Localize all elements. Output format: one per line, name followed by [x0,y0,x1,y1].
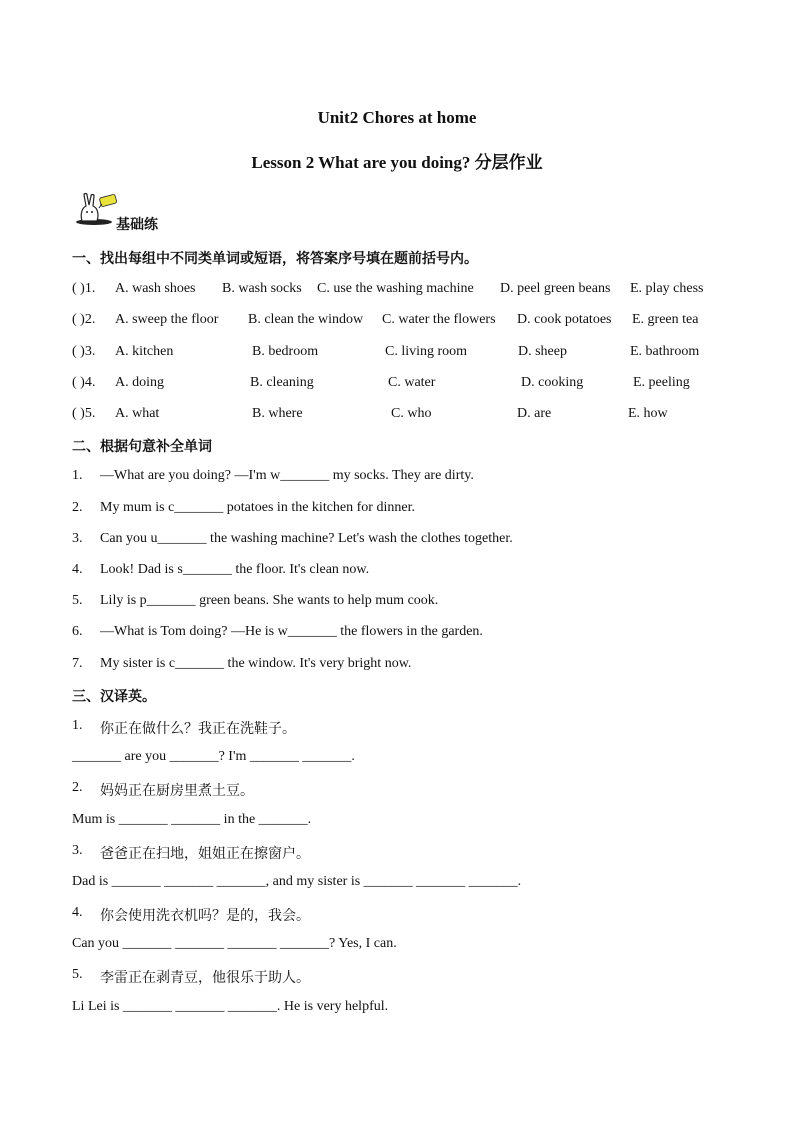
item-number: 3. [72,843,83,858]
item-number: 4. [72,905,83,920]
fill-in-sentence: —What is Tom doing? —He is w_______ the flowers in the garden. [100,624,483,639]
fill-in-sentence: My sister is c_______ the window. It's very bright now. [100,656,412,671]
choice-b: B. bedroom [252,344,319,359]
item-number: 5. [72,593,83,608]
choice-e: E. how [628,406,668,421]
choice-prefix: ( )4. [72,375,96,390]
translation-blank-line: Dad is _______ _______ _______, and my sister is _______ _______ _______. [72,874,522,889]
choice-e: E. bathroom [630,344,700,359]
choice-b: B. clean the window [248,312,364,327]
chinese-sentence: 爸爸正在扫地，姐姐正在擦窗户。 [100,846,310,862]
choice-b: B. wash socks [222,281,302,296]
choice-prefix: ( )5. [72,406,96,421]
choice-a: A. wash shoes [115,281,196,296]
item-number: 6. [72,624,83,639]
unit-title: Unit2 Chores at home [317,108,477,127]
item-number: 1. [72,468,83,483]
choice-c: C. living room [385,344,468,359]
choice-d: D. cook potatoes [517,312,612,327]
item-number: 1. [72,718,83,733]
section1-heading: 一、找出每组中不同类单词或短语，将答案序号填在题前括号内。 [72,251,478,267]
chinese-sentence: 妈妈正在厨房里煮土豆。 [100,783,254,799]
section2-heading: 二、根据句意补全单词 [72,439,212,455]
choice-d: D. are [517,406,552,421]
section-badge-label: 基础练 [116,217,158,233]
choice-a: A. kitchen [115,344,174,359]
fill-in-sentence: —What are you doing? —I'm w_______ my socks. They are dirty. [100,468,474,483]
item-number: 4. [72,562,83,577]
translation-blank-line: Mum is _______ _______ in the _______. [72,812,312,827]
choice-e: E. play chess [630,281,704,296]
fill-in-sentence: Lily is p_______ green beans. She wants to help mum cook. [100,593,439,608]
choice-d: D. sheep [518,344,567,359]
choice-c: C. water [388,375,436,390]
choice-d: D. cooking [521,375,584,390]
choice-e: E. green tea [632,312,699,327]
translation-blank-line: _______ are you _______? I'm _______ _______. [72,749,355,764]
bunny-mascot-icon [72,192,118,226]
item-number: 2. [72,500,83,515]
choice-d: D. peel green beans [500,281,611,296]
chinese-sentence: 你正在做什么？我正在洗鞋子。 [100,721,296,737]
choice-c: C. use the washing machine [317,281,474,296]
choice-prefix: ( )3. [72,344,96,359]
fill-in-sentence: Can you u_______ the washing machine? Let's wash the clothes together. [100,531,513,546]
translation-blank-line: Can you _______ _______ _______ _______? Yes, I can. [72,936,397,951]
choice-prefix: ( )1. [72,281,96,296]
fill-in-sentence: My mum is c_______ potatoes in the kitchen for dinner. [100,500,415,515]
choice-e: E. peeling [633,375,690,390]
choice-b: B. cleaning [250,375,314,390]
translation-blank-line: Li Lei is _______ _______ _______. He is very helpful. [72,999,389,1014]
choice-a: A. doing [115,375,164,390]
item-number: 5. [72,967,83,982]
item-number: 7. [72,656,83,671]
lesson-title: Lesson 2 What are you doing? 分层作业 [251,153,543,172]
section3-heading: 三、汉译英。 [72,689,156,705]
choice-prefix: ( )2. [72,312,96,327]
choice-a: A. what [115,406,160,421]
chinese-sentence: 李雷正在剥青豆，他很乐于助人。 [100,970,310,986]
choice-c: C. water the flowers [382,312,496,327]
choice-a: A. sweep the floor [115,312,219,327]
choice-c: C. who [391,406,432,421]
chinese-sentence: 你会使用洗衣机吗？是的，我会。 [100,908,310,924]
choice-b: B. where [252,406,303,421]
item-number: 3. [72,531,83,546]
fill-in-sentence: Look! Dad is s_______ the floor. It's clean now. [100,562,370,577]
item-number: 2. [72,780,83,795]
